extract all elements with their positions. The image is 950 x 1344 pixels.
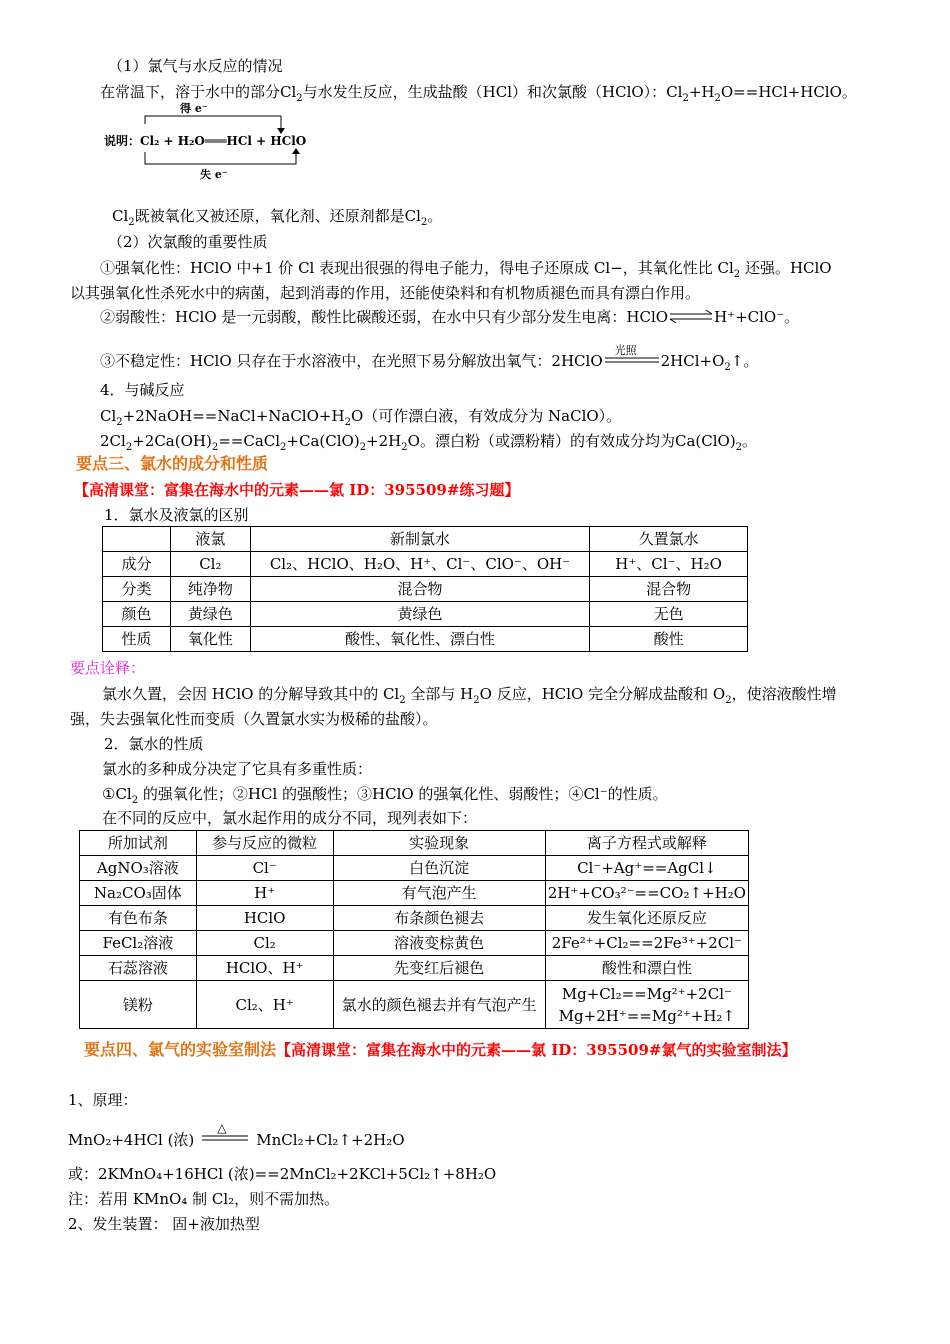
table-cell: FeCl₂溶液 [80,931,197,956]
table-cell: Mg+Cl₂==Mg²⁺+2Cl⁻ Mg+2H⁺==Mg²⁺+H₂↑ [545,981,748,1029]
table-cell: 发生氧化还原反应 [545,906,748,931]
property-weak-acid: ②弱酸性：HClO 是一元弱酸，酸性比碳酸还弱，在水中只有少部分发生电离：HClO H⁺+ClO⁻。 [100,308,800,326]
table-row [103,602,748,627]
table-cell: 溶液变棕黄色 [333,931,545,956]
principle-title: 1、原理： [68,1091,138,1109]
property-unstable: ③不稳定性：HClO 只存在于水溶液中，在光照下易分解放出氧气：2HClO 光照 $2HCl+O_2↑$。 [100,344,759,373]
table-cell: 白色沉淀 [333,856,545,881]
table-cell: 混合物 [590,577,748,602]
kmno4-note: 注：若用 KMnO₄ 制 Cl₂，则不需加热。 [68,1190,340,1208]
key-note-title: 要点诠释： [70,659,146,677]
table-cell: Cl₂、HClO、H₂O、H⁺、Cl⁻、ClO⁻、OH⁻ [250,552,589,577]
table-row [103,577,748,602]
table-cell: 黄绿色 [250,602,589,627]
svg-text:说明：Cl₂ + H₂O═══HCl + HClO: 说明：Cl₂ + H₂O═══HCl + HClO [104,134,307,148]
table-cell: 成分 [103,552,171,577]
key-note-line2: 强，失去强氧化性而变质（久置氯水实为极稀的盐酸）。 [70,710,438,728]
section-3-link[interactable]: 【高清课堂：富集在海水中的元素——氯 ID：395509#练习题】 [74,481,520,499]
chlorine-water-reactions-table [79,830,749,1029]
table-cell: 酸性和漂白性 [545,956,748,981]
properties-list: $①Cl_2$ 的强氧化性；②HCl 的强酸性；③HClO 的强氧化性、弱酸性；④Cl⁻的性质。 [102,785,668,806]
header-cell: 久置氯水 [590,527,748,552]
item-2-title: 2．氯水的性质 [104,735,204,753]
subheading-hclo-properties: （2）次氯酸的重要性质 [108,233,268,251]
table-cell: H⁺ [196,881,333,906]
chlorine-water-comparison-table [102,526,748,652]
table-cell: 有气泡产生 [333,881,545,906]
header-cell: 离子方程式或解释 [545,831,748,856]
naoh-reaction: $Cl_2+2NaOH==NaCl+NaClO+H_2O$（可作漂白液，有效成分为 NaClO）。 [100,407,622,428]
device-type: 2、发生装置： 固+液加热型 [68,1215,260,1233]
redox-note: $Cl_2$既被氧化又被还原，氧化剂、还原剂都是$Cl_2$。 [112,207,443,228]
svg-text:失 e⁻: 失 e⁻ [200,168,228,181]
table-row [80,981,749,1029]
table-cell: 2Fe²⁺+Cl₂==2Fe³⁺+2Cl⁻ [545,931,748,956]
table-row [103,552,748,577]
table-cell: 纯净物 [170,577,250,602]
svg-text:得 e⁻: 得 e⁻ [180,102,208,115]
table-cell: H⁺、Cl⁻、H₂O [590,552,748,577]
table-cell: 石蕊溶液 [80,956,197,981]
section-4-heading [84,1040,796,1060]
table-row [80,906,749,931]
table-cell: 布条颜色褪去 [333,906,545,931]
header-cell: 所加试剂 [80,831,197,856]
table-cell: 酸性 [590,627,748,652]
section-4-title: 要点四、氯气的实验室制法 [84,1040,277,1059]
table-cell: 黄绿色 [170,602,250,627]
multi-properties-intro: 氯水的多种成分决定了它具有多重性质： [102,760,373,778]
reaction-intro: 在常温下，溶于水中的部分$Cl_2$与水发生反应，生成盐酸（HCl）和次氯酸（HClO）：$Cl_2+H_2O==HCl+HClO$。 [100,83,857,104]
table-cell: 先变红后褪色 [333,956,545,981]
table-cell: HClO [196,906,333,931]
table-cell: 有色布条 [80,906,197,931]
kmno4-equation: 或：2KMnO₄+16HCl (浓)==2MnCl₂+2KCl+5Cl₂↑+8H₂O [68,1165,497,1183]
table-cell: 颜色 [103,602,171,627]
table-row [80,931,749,956]
header-cell: 新制氯水 [250,527,589,552]
subheading-base-reaction: 4．与碱反应 [100,381,185,399]
table-cell: 酸性、氧化性、漂白性 [250,627,589,652]
reaction-table-intro: 在不同的反应中，氯水起作用的成分不同，现列表如下： [102,809,478,827]
table-cell: Cl₂ [170,552,250,577]
table-cell: 无色 [590,602,748,627]
table-cell: Cl⁻+Ag⁺==AgCl↓ [545,856,748,881]
table-cell: 性质 [103,627,171,652]
header-cell: 参与反应的微粒 [196,831,333,856]
table-cell: Cl₂ [196,931,333,956]
table-row [80,856,749,881]
table-cell: Cl₂、H⁺ [196,981,333,1029]
table-row [80,956,749,981]
table-cell: HClO、H⁺ [196,956,333,981]
property-oxidizing-cont: 以其强氧化性杀死水中的病菌，起到消毒的作用，还能使染料和有机物质褪色而具有漂白作用。 [70,284,701,302]
header-cell: 实验现象 [333,831,545,856]
table-cell: Cl⁻ [196,856,333,881]
table-header-row [80,831,749,856]
header-cell [103,527,171,552]
header-cell: 液氯 [170,527,250,552]
section-4-link[interactable]: 【高清课堂：富集在海水中的元素——氯 ID：395509#氯气的实验室制法】 [276,1041,797,1059]
property-oxidizing: ①强氧化性：HClO 中+1 价 Cl 表现出很强的得电子能力，得电子还原成 Cl−，其氧化性比 $Cl_2$ 还强。HClO [100,259,832,280]
table-cell: 氯水的颜色褪去并有气泡产生 [333,981,545,1029]
electron-transfer-diagram [104,102,314,182]
section-3-title: 要点三、氯水的成分和性质 [76,454,269,473]
table-cell: 分类 [103,577,171,602]
table-cell: 氧化性 [170,627,250,652]
table-cell: AgNO₃溶液 [80,856,197,881]
table-row [103,627,748,652]
subheading-chlorine-water-reaction: （1）氯气与水反应的情况 [108,57,283,75]
mno2-equation: MnO₂+4HCl (浓) △ MnCl₂+Cl₂↑+2H₂O [68,1121,405,1149]
caoh2-reaction: $2Cl_2+2Ca(OH)_2==CaCl_2+Ca(ClO)_2+2H_2O$。漂白粉（或漂粉精）的有效成分均为$Ca(ClO)_2$。 [100,432,758,453]
key-note-line1: 氯水久置，会因 HClO 的分解导致其中的 $Cl_2$ 全部与 $H_2O$ 反应，HClO 完全分解成盐酸和 $O_2$，使溶液酸性增 [102,685,837,706]
table-header-row [103,527,748,552]
table-cell: 2H⁺+CO₃²⁻==CO₂↑+H₂O [545,881,748,906]
table-cell: 混合物 [250,577,589,602]
table-cell: Na₂CO₃固体 [80,881,197,906]
table-row [80,881,749,906]
item-1-title: 1．氯水及液氯的区别 [104,506,249,524]
table-cell: 镁粉 [80,981,197,1029]
